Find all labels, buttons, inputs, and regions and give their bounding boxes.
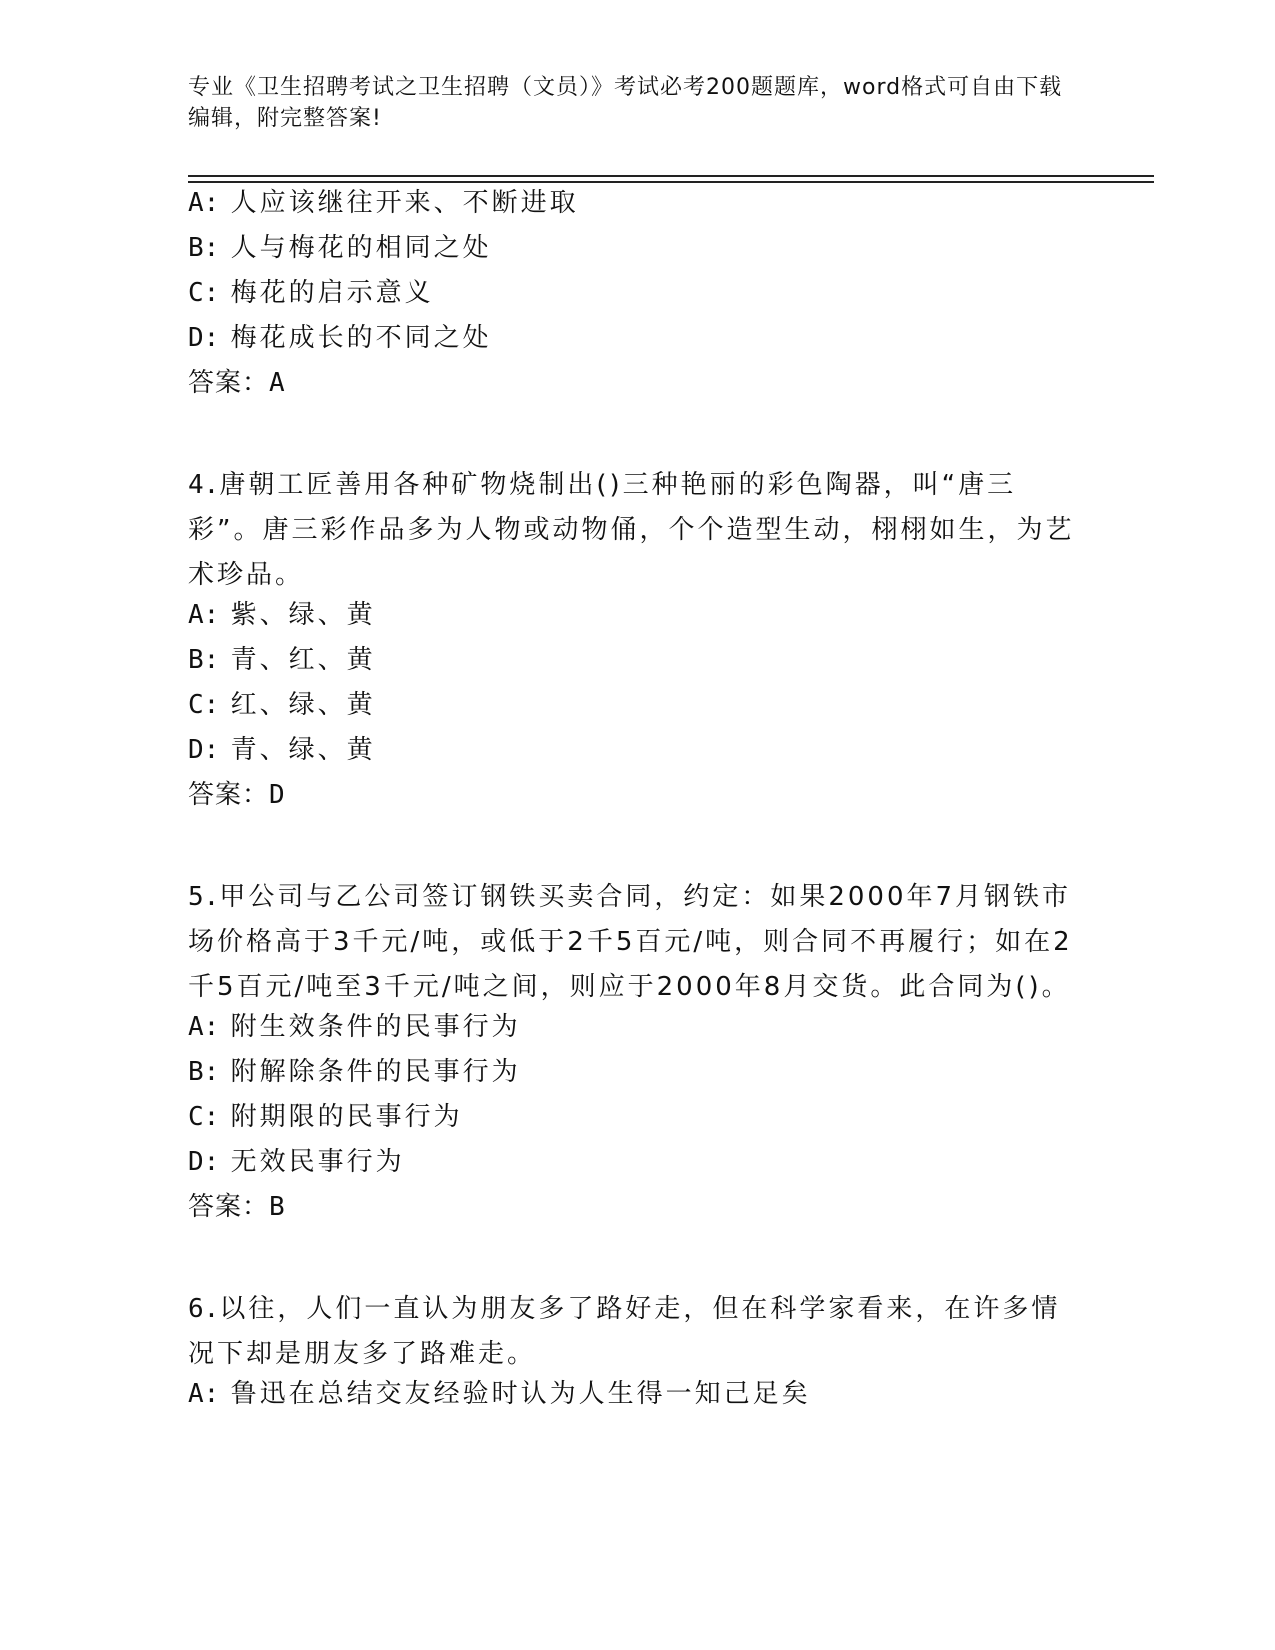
answer-value: B bbox=[269, 1192, 286, 1222]
answer-value: A bbox=[269, 368, 286, 398]
question-list bbox=[188, 188, 1088, 1424]
option-text: 人与梅花的相同之处 bbox=[230, 233, 492, 263]
answer-value: D bbox=[269, 780, 286, 810]
answer-label: 答案： bbox=[188, 780, 270, 810]
option-text: 鲁迅在总结交友经验时认为人生得一知己足矣 bbox=[230, 1379, 811, 1409]
option-label: A: bbox=[188, 1012, 220, 1042]
option-text: 紫、绿、黄 bbox=[230, 600, 376, 630]
option-d bbox=[188, 735, 1088, 765]
option-text: 青、绿、黄 bbox=[230, 735, 376, 765]
question-text: 以往，人们一直认为朋友多了路好走，但在科学家看来，在许多情况下却是朋友多了路难走。 bbox=[188, 1294, 1061, 1369]
answer-line bbox=[188, 780, 1088, 810]
answer-line bbox=[188, 368, 1088, 398]
option-text: 梅花的启示意义 bbox=[230, 278, 434, 308]
answer-line bbox=[188, 1192, 1088, 1222]
question-3 bbox=[188, 188, 1088, 398]
option-label: A: bbox=[188, 600, 220, 630]
option-label: D: bbox=[188, 323, 220, 353]
question-text: 甲公司与乙公司签订钢铁买卖合同，约定：如果2000年7月钢铁市场价格高于3千元/吨，或低于2千5百元/吨，则合同不再履行；如在2千5百元/吨至3千元/吨之间，则应于2000年8月交货。此合同为()。 bbox=[188, 882, 1073, 1002]
option-label: C: bbox=[188, 690, 220, 720]
option-text: 人应该继往开来、不断进取 bbox=[230, 188, 579, 218]
option-c bbox=[188, 690, 1088, 720]
option-text: 青、红、黄 bbox=[230, 645, 376, 675]
option-label: C: bbox=[188, 1102, 220, 1132]
option-d bbox=[188, 323, 1088, 353]
answer-label: 答案： bbox=[188, 368, 270, 398]
option-c bbox=[188, 1102, 1088, 1132]
option-label: D: bbox=[188, 1147, 220, 1177]
question-stem bbox=[188, 1287, 1088, 1377]
option-text: 无效民事行为 bbox=[230, 1147, 405, 1177]
option-label: A: bbox=[188, 1379, 220, 1409]
question-number: 5. bbox=[188, 882, 220, 912]
option-label: A: bbox=[188, 188, 220, 218]
option-text: 附解除条件的民事行为 bbox=[230, 1057, 521, 1087]
option-label: C: bbox=[188, 278, 220, 308]
option-a bbox=[188, 600, 1088, 630]
question-5 bbox=[188, 875, 1088, 1222]
option-label: B: bbox=[188, 233, 220, 263]
option-text: 附期限的民事行为 bbox=[230, 1102, 463, 1132]
option-b bbox=[188, 1057, 1088, 1087]
option-a bbox=[188, 1379, 1088, 1409]
question-stem bbox=[188, 463, 1088, 598]
option-a bbox=[188, 1012, 1088, 1042]
option-text: 红、绿、黄 bbox=[230, 690, 376, 720]
header-text: 专业《卫生招聘考试之卫生招聘（文员）》考试必考200题题库，word格式可自由下载编辑，附完整答案! bbox=[188, 75, 1063, 131]
option-d bbox=[188, 1147, 1088, 1177]
question-6 bbox=[188, 1287, 1088, 1409]
answer-label: 答案： bbox=[188, 1192, 270, 1222]
option-text: 梅花成长的不同之处 bbox=[230, 323, 492, 353]
question-4 bbox=[188, 463, 1088, 810]
document-header bbox=[188, 72, 1068, 134]
option-label: B: bbox=[188, 1057, 220, 1087]
option-label: D: bbox=[188, 735, 220, 765]
option-b bbox=[188, 233, 1088, 263]
question-number: 6. bbox=[188, 1294, 220, 1324]
option-c bbox=[188, 278, 1088, 308]
question-text: 唐朝工匠善用各种矿物烧制出()三种艳丽的彩色陶器，叫“唐三彩”。唐三彩作品多为人物或动物俑，个个造型生动，栩栩如生，为艺术珍品。 bbox=[188, 470, 1075, 590]
question-number: 4. bbox=[188, 470, 220, 500]
option-text: 附生效条件的民事行为 bbox=[230, 1012, 521, 1042]
header-divider-top bbox=[188, 175, 1154, 177]
option-label: B: bbox=[188, 645, 220, 675]
question-stem bbox=[188, 875, 1088, 1010]
option-a bbox=[188, 188, 1088, 218]
option-b bbox=[188, 645, 1088, 675]
header-divider-bottom bbox=[188, 181, 1154, 183]
